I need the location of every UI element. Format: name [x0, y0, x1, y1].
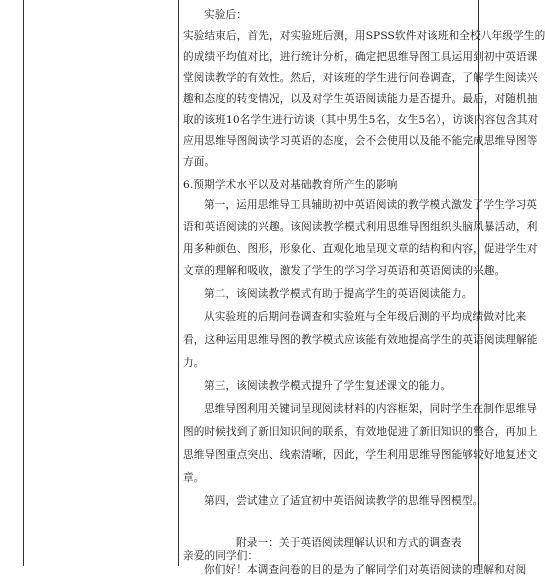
text-line: 你们好！本调查问卷的目的是为了解同学们对英语阅读的理解和对阅 [204, 564, 527, 576]
text-line: 文章的理解和吸收，激发了学生的学习学习英语和英语阅读的兴趣。 [183, 265, 506, 277]
text-line: 第四，尝试建立了适宜初中英语阅读教学的思维导图模型。 [204, 495, 484, 507]
section-heading-6: 6.预期学术水平以及对基础教育所产生的影响 [183, 179, 398, 191]
text-line: 方面。 [183, 156, 216, 168]
text-line: 语和英语阅读的兴趣。该阅读教学模式利用思维导图组织头脑风暴活动，利 [183, 221, 538, 233]
text-line: 图的时候找到了新旧知识间的联系，有效地促进了新旧知识的整合，再加上 [183, 426, 538, 438]
table-border-left [23, 0, 24, 566]
text-line: 第三，该阅读教学模式提升了学生复述课文的能力。 [204, 380, 452, 392]
text-line: 堂阅读教学的有效性。然后，对该班的学生进行问卷调查，了解学生阅读兴 [183, 72, 538, 84]
appendix-title: 附录一：关于英语阅读理解认识和方式的调查表 [236, 537, 462, 549]
text-line: 力。 [183, 357, 205, 369]
text-line: 思维导图利用关键词呈现阅读材料的内容框架，同时学生在制作思维导 [204, 403, 538, 415]
text-line: 思维导图重点突出、线索清晰，因此，学生利用思维导图能够较好地复述文 [183, 449, 538, 461]
subheading-after-experiment: 实验后： [204, 9, 247, 21]
text-line: 用多种颜色、图形，形象化、直观化地呈现文章的结构和内容，促进学生对 [183, 243, 538, 255]
table-column-divider [178, 0, 179, 566]
greeting: 亲爱的同学们： [183, 550, 259, 562]
text-line: 第一，运用思维导工具辅助初中英语阅读的教学模式激发了学生学习英 [204, 199, 538, 211]
text-line: 第二，该阅读教学模式有助于提高学生的英语阅读能力。 [204, 288, 473, 300]
text-line: 实验结束后，首先，对实验班后测，用SPSS软件对该班和全校八年级学生的 [183, 30, 545, 42]
text-line: 趣和态度的转变情况，以及对学生英语阅读能力是否提升。最后，对随机抽 [183, 93, 538, 105]
text-line: 章。 [183, 472, 205, 484]
text-line: 从实验班的后期问卷调查和实验班与全年级后测的平均成绩做对比来 [204, 311, 527, 323]
text-line: 取的该班10名学生进行访谈（其中男生5名，女生5名），访谈内容包含其对 [183, 114, 539, 126]
text-line: 的成绩平均值对比，进行统计分析，确定把思维导图工具运用到初中英语课 [183, 51, 538, 63]
text-line: 应用思维导图阅读学习英语的态度，会不会使用以及能不能完成思维导图等 [183, 135, 538, 147]
text-line: 看，这种运用思维导图的教学模式应该能有效地提高学生的英语阅读理解能 [183, 334, 538, 346]
